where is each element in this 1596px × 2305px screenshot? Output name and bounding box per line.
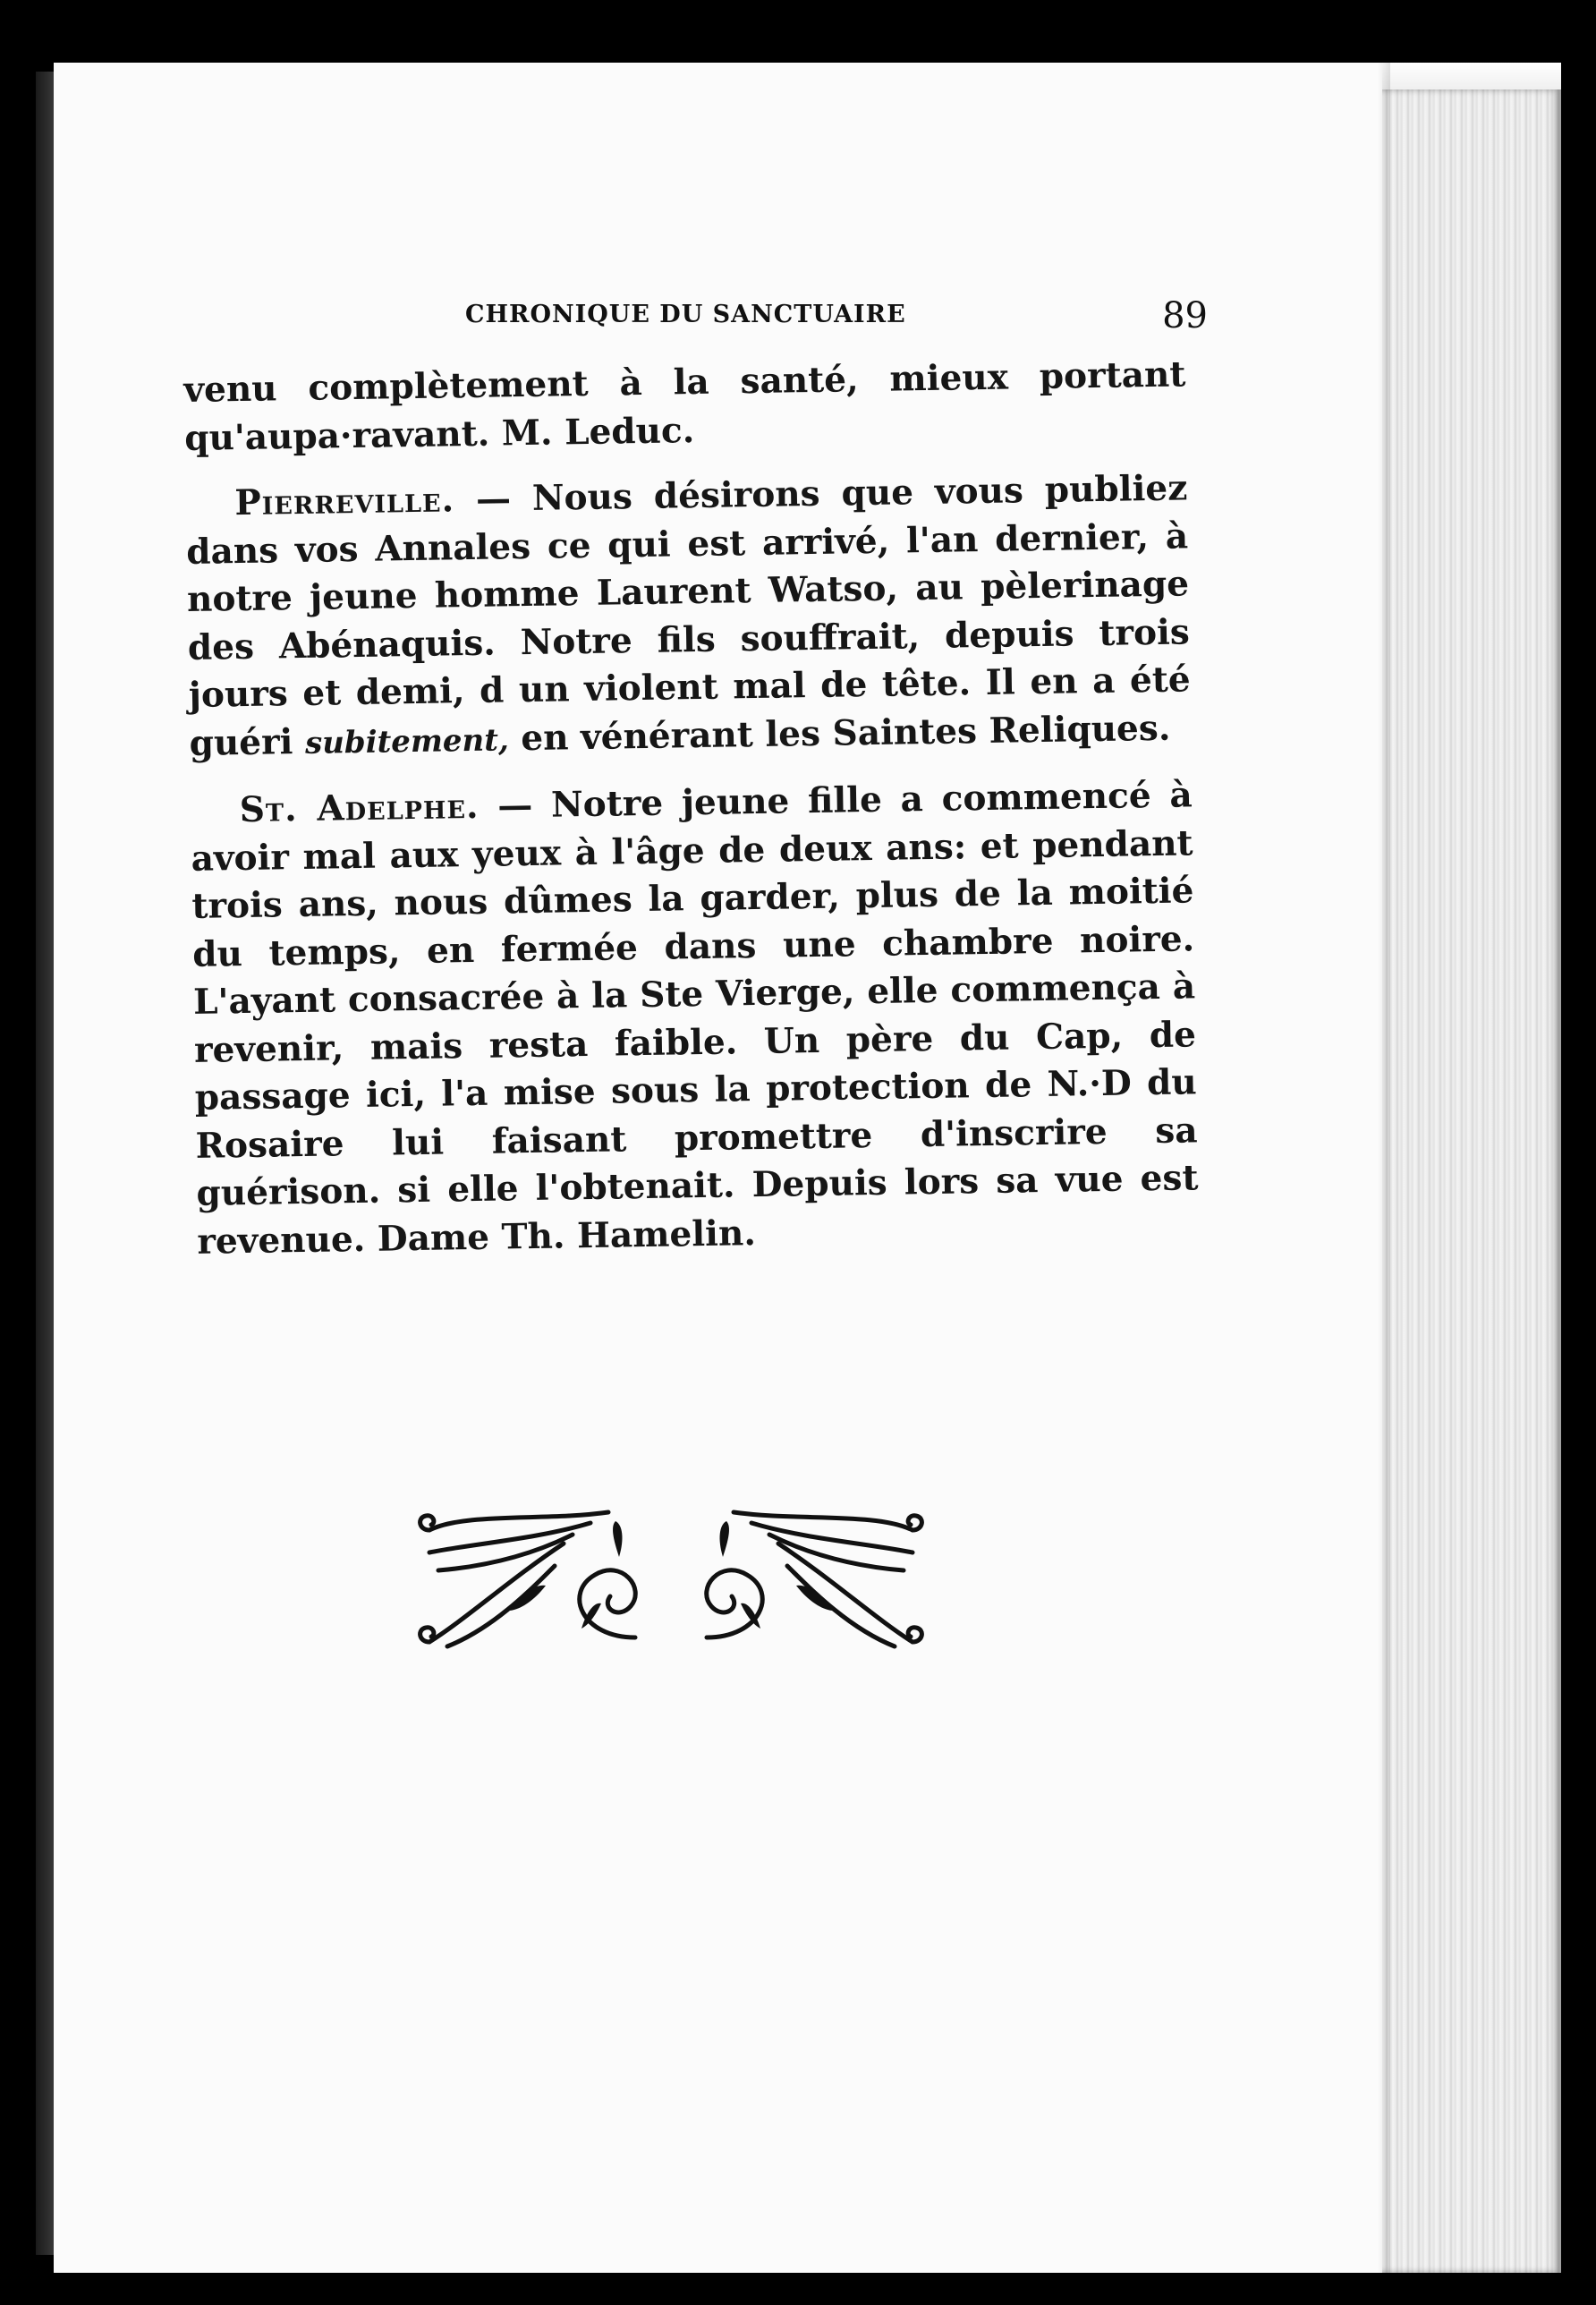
scroll-flourish-ornament-icon — [412, 1503, 930, 1660]
paragraph-pierreville — [185, 464, 1192, 770]
running-head: CHRONIQUE DU SANCTUAIRE — [465, 301, 906, 328]
page-stack-edges — [1382, 89, 1561, 2273]
paragraph-continuation — [183, 351, 1187, 463]
place-heading: Pierreville. — [234, 479, 455, 524]
italic-word: subitement, — [304, 721, 510, 761]
paragraph-text: venu complètement à la santé, mieux portant qu'aupa·ravant. M. Leduc. — [183, 353, 1186, 459]
paragraph-text: — Notre jeune fille a commencé à avoir mal aux yeux à l'âge de deux ans: et pendant trois ans, nous dûmes la garder, plus de la moitié du temps, en fermée dans une chambre noire. L'ayant consacrée à la Ste Vierge, elle commença à revenir, mais resta faible. Un père du Cap, de passage ici, l'a mise sous la protection de N.·D du Rosaire lui faisant promettre d'inscrire sa guérison. si elle l'obtenait. Depuis lors sa vue est revenue. Dame Th. Hamelin. — [191, 774, 1199, 1263]
place-heading: St. Adelphe. — [239, 785, 480, 831]
page-shadow — [1378, 63, 1390, 2273]
page-number: 89 — [1162, 295, 1208, 336]
paragraph-st-adelphe — [190, 771, 1199, 1266]
paragraph-text: — Nous désirons que vous publiez dans vos Annales ce qui est arrivé, l'an dernier, à notre jeune homme Laurent Watso, au pèlerinage des Abénaquis. Notre fils souffrait, depuis trois jours et demi, d un violent mal de tête. Il en a été guéri — [185, 467, 1191, 764]
page-header — [465, 295, 1208, 340]
body-text — [183, 351, 1200, 1283]
paragraph-text-end: en vénérant les Saintes Reliques. — [508, 707, 1171, 759]
indent — [191, 821, 240, 822]
